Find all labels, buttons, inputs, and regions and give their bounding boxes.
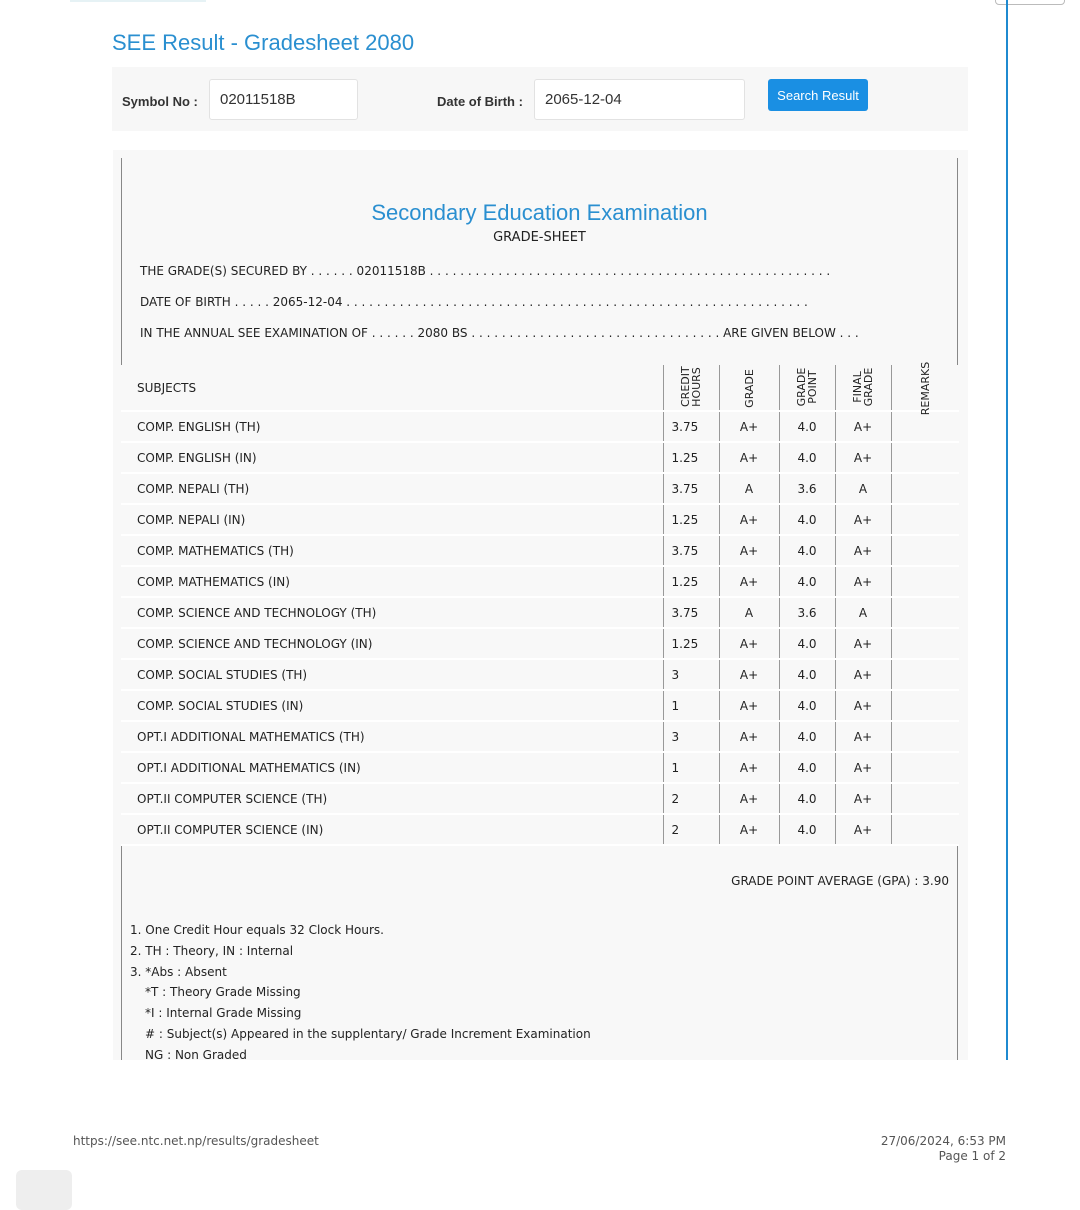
credit-cell: 1 xyxy=(663,690,719,721)
credit-cell: 3.75 xyxy=(663,411,719,442)
grade-point-cell: 4.0 xyxy=(779,442,835,473)
exam-title: Secondary Education Examination xyxy=(371,200,708,225)
grade-point-cell: 4.0 xyxy=(779,690,835,721)
grade-point-cell: 4.0 xyxy=(779,535,835,566)
grade-point-cell: 4.0 xyxy=(779,504,835,535)
subject-cell: COMP. NEPALI (TH) xyxy=(121,473,663,504)
final-grade-cell: A+ xyxy=(835,566,891,597)
final-grade-cell: A+ xyxy=(835,690,891,721)
credit-cell: 2 xyxy=(663,814,719,845)
gradesheet-subtitle: GRADE-SHEET xyxy=(493,230,586,245)
grade-point-cell: 4.0 xyxy=(779,783,835,814)
symbol-input[interactable]: 02011518B xyxy=(209,79,358,120)
grade-point-cell: 4.0 xyxy=(779,411,835,442)
grade-point-cell: 3.6 xyxy=(779,473,835,504)
grade-point-cell: 4.0 xyxy=(779,752,835,783)
subject-cell: OPT.I ADDITIONAL MATHEMATICS (IN) xyxy=(121,752,663,783)
remarks-cell xyxy=(891,597,959,628)
table-row xyxy=(121,628,959,659)
credit-cell: 1.25 xyxy=(663,442,719,473)
dob-label: Date of Birth : xyxy=(437,94,523,109)
grade-cell: A+ xyxy=(719,752,779,783)
remarks-cell xyxy=(891,752,959,783)
remarks-cell xyxy=(891,442,959,473)
note: NG : Non Graded xyxy=(145,1047,247,1062)
final-grade-cell: A+ xyxy=(835,504,891,535)
dob-input[interactable]: 2065-12-04 xyxy=(534,79,745,120)
remarks-cell xyxy=(891,535,959,566)
subject-cell: OPT.I ADDITIONAL MATHEMATICS (TH) xyxy=(121,721,663,752)
remarks-cell xyxy=(891,566,959,597)
final-grade-cell: A xyxy=(835,597,891,628)
remarks-cell xyxy=(891,473,959,504)
table-row xyxy=(121,473,959,504)
footer-datetime: 27/06/2024, 6:53 PM xyxy=(880,1134,1006,1148)
credit-cell: 1.25 xyxy=(663,504,719,535)
symbol-label: Symbol No : xyxy=(122,94,198,109)
table-row xyxy=(121,566,959,597)
search-result-button[interactable]: Search Result xyxy=(768,79,868,111)
credit-cell: 3.75 xyxy=(663,535,719,566)
table-row xyxy=(121,442,959,473)
gpa-text: GRADE POINT AVERAGE (GPA) : 3.90 xyxy=(731,874,949,888)
remarks-cell xyxy=(891,783,959,814)
grade-point-cell: 4.0 xyxy=(779,566,835,597)
table-row xyxy=(121,814,959,845)
table-row xyxy=(121,659,959,690)
subject-cell: COMP. SOCIAL STUDIES (IN) xyxy=(121,690,663,721)
footer-url: https://see.ntc.net.np/results/gradesheet xyxy=(73,1134,319,1148)
secured-by-line: THE GRADE(S) SECURED BY . . . . . . 02011518B . . . . . . . . . . . . . . . . . . . . . . . . . . . . . . . . . . . . . . . . . . . . . . . . . . . . . xyxy=(140,264,831,278)
subject-cell: COMP. ENGLISH (IN) xyxy=(121,442,663,473)
top-divider xyxy=(70,0,206,2)
remarks-cell xyxy=(891,721,959,752)
grades-table xyxy=(121,361,959,846)
final-grade-cell: A+ xyxy=(835,535,891,566)
remarks-cell xyxy=(891,814,959,845)
final-grade-cell: A+ xyxy=(835,442,891,473)
header-subjects: SUBJECTS xyxy=(121,365,663,411)
table-row xyxy=(121,411,959,442)
note: 3. *Abs : Absent xyxy=(130,964,227,979)
table-row xyxy=(121,597,959,628)
note: *T : Theory Grade Missing xyxy=(145,985,301,1000)
final-grade-cell: A+ xyxy=(835,628,891,659)
subject-cell: COMP. MATHEMATICS (TH) xyxy=(121,535,663,566)
credit-cell: 3 xyxy=(663,721,719,752)
subject-cell: COMP. MATHEMATICS (IN) xyxy=(121,566,663,597)
grade-cell: A+ xyxy=(719,659,779,690)
grade-cell: A+ xyxy=(719,535,779,566)
dob-line: DATE OF BIRTH . . . . . 2065-12-04 . . . . . . . . . . . . . . . . . . . . . . . . . . . . . . . . . . . . . . . . . . . . . . . . . . . . . . . . . . . . . xyxy=(140,295,808,309)
footer-info xyxy=(881,1134,1006,1164)
table-row xyxy=(121,721,959,752)
header-grade: GRADE xyxy=(742,368,756,408)
table-row xyxy=(121,535,959,566)
grade-point-cell: 4.0 xyxy=(779,628,835,659)
notes xyxy=(130,920,591,1066)
grade-cell: A+ xyxy=(719,690,779,721)
remarks-cell xyxy=(891,690,959,721)
grade-cell: A+ xyxy=(719,783,779,814)
grade-cell: A+ xyxy=(719,721,779,752)
subject-cell: COMP. SOCIAL STUDIES (TH) xyxy=(121,659,663,690)
credit-cell: 1.25 xyxy=(663,628,719,659)
remarks-cell xyxy=(891,659,959,690)
credit-cell: 3 xyxy=(663,659,719,690)
search-form xyxy=(112,67,968,131)
credit-cell: 1 xyxy=(663,752,719,783)
grade-cell: A xyxy=(719,473,779,504)
header-grade-point: GRADE POINT xyxy=(795,367,819,407)
credit-cell: 3.75 xyxy=(663,473,719,504)
final-grade-cell: A+ xyxy=(835,659,891,690)
table-row xyxy=(121,752,959,783)
grade-cell: A+ xyxy=(719,814,779,845)
subject-cell: COMP. SCIENCE AND TECHNOLOGY (IN) xyxy=(121,628,663,659)
note: 2. TH : Theory, IN : Internal xyxy=(130,943,294,958)
remarks-cell xyxy=(891,628,959,659)
subject-cell: OPT.II COMPUTER SCIENCE (TH) xyxy=(121,783,663,814)
grade-cell: A xyxy=(719,597,779,628)
remarks-cell xyxy=(891,504,959,535)
note: # : Subject(s) Appeared in the supplentary/ Grade Increment Examination xyxy=(145,1026,591,1041)
grade-point-cell: 4.0 xyxy=(779,721,835,752)
credit-cell: 1.25 xyxy=(663,566,719,597)
grade-point-cell: 4.0 xyxy=(779,659,835,690)
note: *I : Internal Grade Missing xyxy=(145,1006,302,1021)
subject-cell: COMP. ENGLISH (TH) xyxy=(121,411,663,442)
grade-cell: A+ xyxy=(719,411,779,442)
final-grade-cell: A+ xyxy=(835,814,891,845)
grade-point-cell: 3.6 xyxy=(779,597,835,628)
header-credit-hours: CREDIT HOURS xyxy=(679,366,703,407)
corner-button[interactable] xyxy=(16,1170,72,1210)
table-row xyxy=(121,504,959,535)
subject-cell: COMP. SCIENCE AND TECHNOLOGY (TH) xyxy=(121,597,663,628)
subject-cell: OPT.II COMPUTER SCIENCE (IN) xyxy=(121,814,663,845)
final-grade-cell: A+ xyxy=(835,783,891,814)
final-grade-cell: A+ xyxy=(835,721,891,752)
table-row xyxy=(121,783,959,814)
table-row xyxy=(121,690,959,721)
grade-point-cell: 4.0 xyxy=(779,814,835,845)
header-remarks: REMARKS xyxy=(918,361,932,415)
grade-cell: A+ xyxy=(719,442,779,473)
grade-cell: A+ xyxy=(719,566,779,597)
final-grade-cell: A+ xyxy=(835,411,891,442)
grade-cell: A+ xyxy=(719,628,779,659)
final-grade-cell: A+ xyxy=(835,752,891,783)
page-title: SEE Result - Gradesheet 2080 xyxy=(112,30,415,55)
subject-cell: COMP. NEPALI (IN) xyxy=(121,504,663,535)
page-edge-line xyxy=(1006,0,1008,1060)
exam-line: IN THE ANNUAL SEE EXAMINATION OF . . . . . . 2080 BS . . . . . . . . . . . . . . . . . . . . . . . . . . . . . . . . . ARE GIVEN BELOW . . . xyxy=(140,326,859,340)
grade-cell: A+ xyxy=(719,504,779,535)
credit-cell: 3.75 xyxy=(663,597,719,628)
final-grade-cell: A xyxy=(835,473,891,504)
footer-page: Page 1 of 2 xyxy=(938,1149,1006,1163)
note: 1. One Credit Hour equals 32 Clock Hours. xyxy=(130,923,384,937)
remarks-cell xyxy=(891,411,959,442)
credit-cell: 2 xyxy=(663,783,719,814)
header-final-grade: FINAL GRADE xyxy=(851,367,875,407)
